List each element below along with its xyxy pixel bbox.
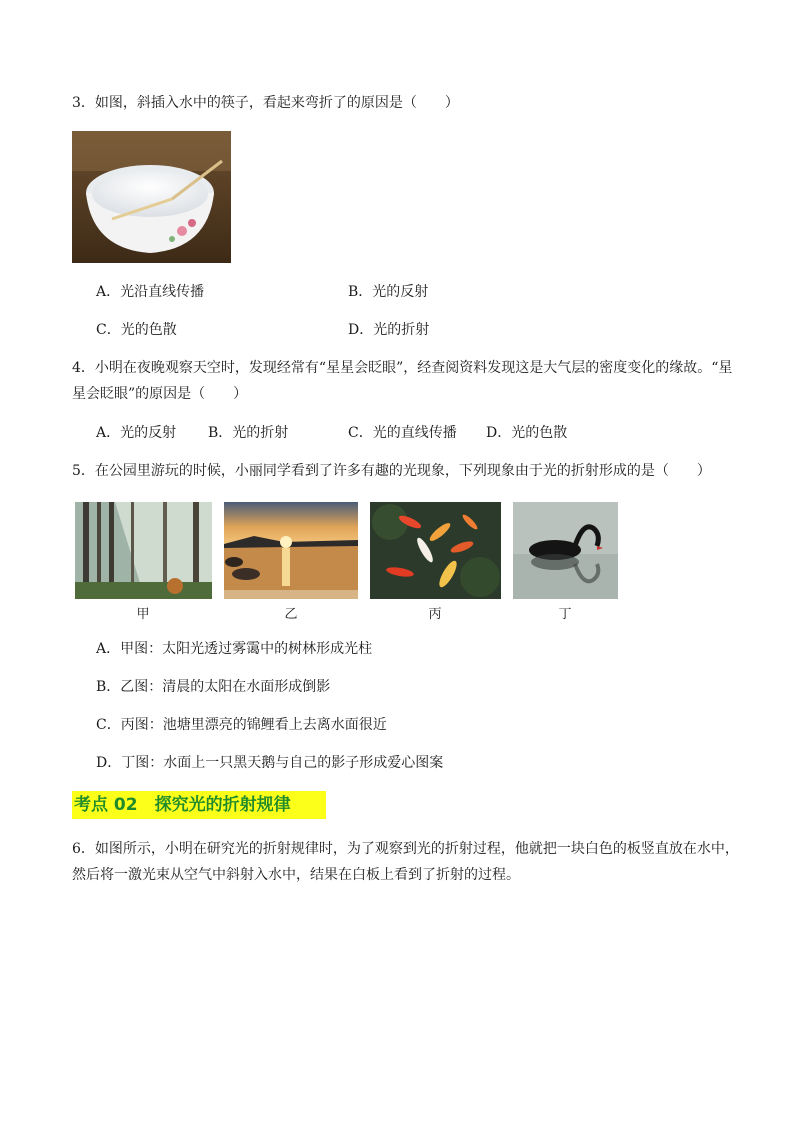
q4-stem-line2: 星会眨眼”的原因是（ ） (72, 386, 248, 402)
q5-option-d[interactable]: D．丁图：水面上一只黑天鹅与自己的影子形成爱心图案 (96, 755, 444, 771)
section-heading: 考点 02 探究光的折射规律 (72, 791, 326, 819)
q3-option-a[interactable]: A．光沿直线传播 (96, 284, 205, 300)
caption-jia: 甲 (136, 607, 150, 622)
q4-option-b[interactable]: B．光的折射 (208, 425, 289, 441)
q4-option-d[interactable]: D．光的色散 (486, 425, 568, 441)
caption-yi: 乙 (284, 607, 298, 622)
q3-option-c[interactable]: C．光的色散 (96, 322, 177, 338)
q3-option-d[interactable]: D．光的折射 (348, 322, 430, 338)
caption-bing: 丙 (428, 607, 442, 622)
q3-stem: 3．如图，斜插入水中的筷子，看起来弯折了的原因是（ ） (72, 95, 459, 111)
chopstick-bowl-photo (72, 131, 231, 263)
sunrise-reflection-photo (224, 502, 358, 599)
q5-option-b[interactable]: B．乙图：清晨的太阳在水面形成倒影 (96, 679, 331, 695)
q3-option-b[interactable]: B．光的反射 (348, 284, 429, 300)
caption-ding: 丁 (558, 607, 572, 622)
forest-light-photo (75, 502, 212, 599)
black-swan-photo (513, 502, 618, 599)
koi-pond-photo (370, 502, 501, 599)
q4-option-c[interactable]: C．光的直线传播 (348, 425, 457, 441)
q5-stem: 5．在公园里游玩的时候，小丽同学看到了许多有趣的光现象，下列现象由于光的折射形成的是（ ） (72, 463, 711, 479)
q4-stem-line1: 4．小明在夜晚观察天空时，发现经常有“星星会眨眼”，经查阅资料发现这是大气层的密度变化的缘故。“星 (72, 360, 733, 376)
q5-option-a[interactable]: A．甲图：太阳光透过雾霭中的树林形成光柱 (96, 641, 373, 657)
q6-stem-line2: 然后将一激光束从空气中斜射入水中，结果在白板上看到了折射的过程。 (72, 867, 520, 883)
q6-stem-line1: 6．如图所示，小明在研究光的折射规律时，为了观察到光的折射过程，他就把一块白色的板竖直放在水中， (72, 841, 739, 857)
q5-option-c[interactable]: C．丙图：池塘里漂亮的锦鲤看上去离水面很近 (96, 717, 387, 733)
q4-option-a[interactable]: A．光的反射 (96, 425, 177, 441)
